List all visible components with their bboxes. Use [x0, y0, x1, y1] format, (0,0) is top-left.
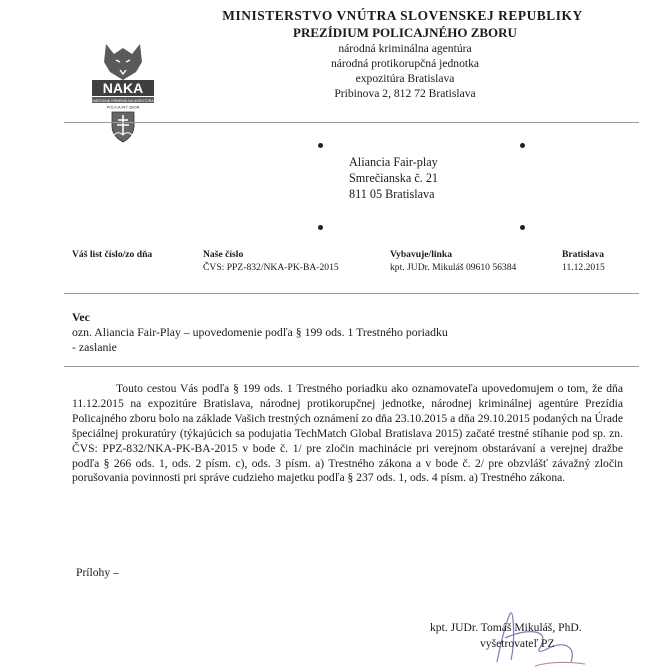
window-mark-top-right — [520, 143, 525, 148]
subject-line-1: ozn. Aliancia Fair-Play – upovedomenie podľa § 199 ods. 1 Trestného poriadku — [72, 325, 448, 339]
sender-address: Pribinova 2, 812 72 Bratislava — [334, 87, 476, 100]
reference-divider — [64, 293, 639, 294]
recipient-street: Smrečianska č. 21 — [349, 171, 439, 185]
recipient-name: Aliancia Fair-play — [349, 155, 438, 169]
subject-heading: Vec — [72, 310, 90, 324]
your-ref-label: Váš list číslo/zo dňa — [72, 249, 153, 260]
logo-subtext: NÁRODNÁ KRIMINÁLNA AGENTÚRA — [92, 98, 154, 103]
ministry-title: MINISTERSTVO VNÚTRA SLOVENSKEJ REPUBLIKY — [222, 8, 583, 23]
window-mark-top-left — [318, 143, 323, 148]
agency-line: národná kriminálna agentúra — [338, 42, 472, 55]
header-divider — [64, 122, 639, 123]
signatory-title: vyšetrovateľ PZ — [480, 637, 555, 650]
body-paragraph: Touto cestou Vás podľa § 199 ods. 1 Trestného poriadku ako oznamovateľa upovedomujem o tom, že dňa 11.12.2015 na expozitúre Bratislava, národnej protikorupčnej jednotke, národnej kriminálnej agentúre Prezídia Policajného zboru bolo na základe Vašich trestných oznámení zo dňa 23.10.2015 a dňa 29.10.2015 podaných na Úrade špeciálnej prokuratúry (týkajúcich sa podujatia TechMatch Global Bratislava 2015) začaté trestné stíhanie pod sp. zn. ČVS: PPZ-832/NKA-PK-BA-2015 v bode č. 1/ pre zločin machinácie pri verejnom obstarávaní a verejnej dražbe podľa § 266 ods. 1, ods. 2 písm. c), ods. 3 písm. a) Trestného zákona a v bode č. 2/ pre obzvlášť závažný zločin porušovania povinnosti pri správe cudzieho majetku podľa § 237 ods. 1, ods. 4 písm. a) Trestného zákona. — [72, 382, 623, 485]
logo-text: NAKA — [102, 80, 144, 96]
attachments-label: Prílohy – — [76, 566, 119, 579]
signatory-name: kpt. JUDr. Tomáš Mikuláš, PhD. — [430, 621, 582, 634]
logo-subtext-2: POLICAJNÝ ZBOR — [106, 105, 140, 110]
window-mark-bottom-right — [520, 225, 525, 230]
unit-line: národná protikorupčná jednotka — [330, 57, 480, 70]
handler-value: kpt. JUDr. Mikuláš 09610 56384 — [390, 262, 517, 273]
handler-label: Vybavuje/linka — [390, 249, 453, 260]
branch-line: expozitúra Bratislava — [355, 72, 455, 85]
subject-divider — [64, 366, 639, 367]
recipient-city: 811 05 Bratislava — [349, 187, 435, 201]
our-ref-label: Naše číslo — [203, 249, 244, 260]
our-ref-value: ČVS: PPZ-832/NKA-PK-BA-2015 — [203, 262, 339, 273]
subject-text — [72, 325, 552, 355]
date-value: 11.12.2015 — [562, 262, 605, 273]
presidium-title: PREZÍDIUM POLICAJNÉHO ZBORU — [293, 25, 517, 40]
naka-police-logo — [88, 40, 158, 148]
window-mark-bottom-left — [318, 225, 323, 230]
place-label: Bratislava — [562, 249, 605, 260]
subject-line-2: - zaslanie — [72, 340, 117, 354]
